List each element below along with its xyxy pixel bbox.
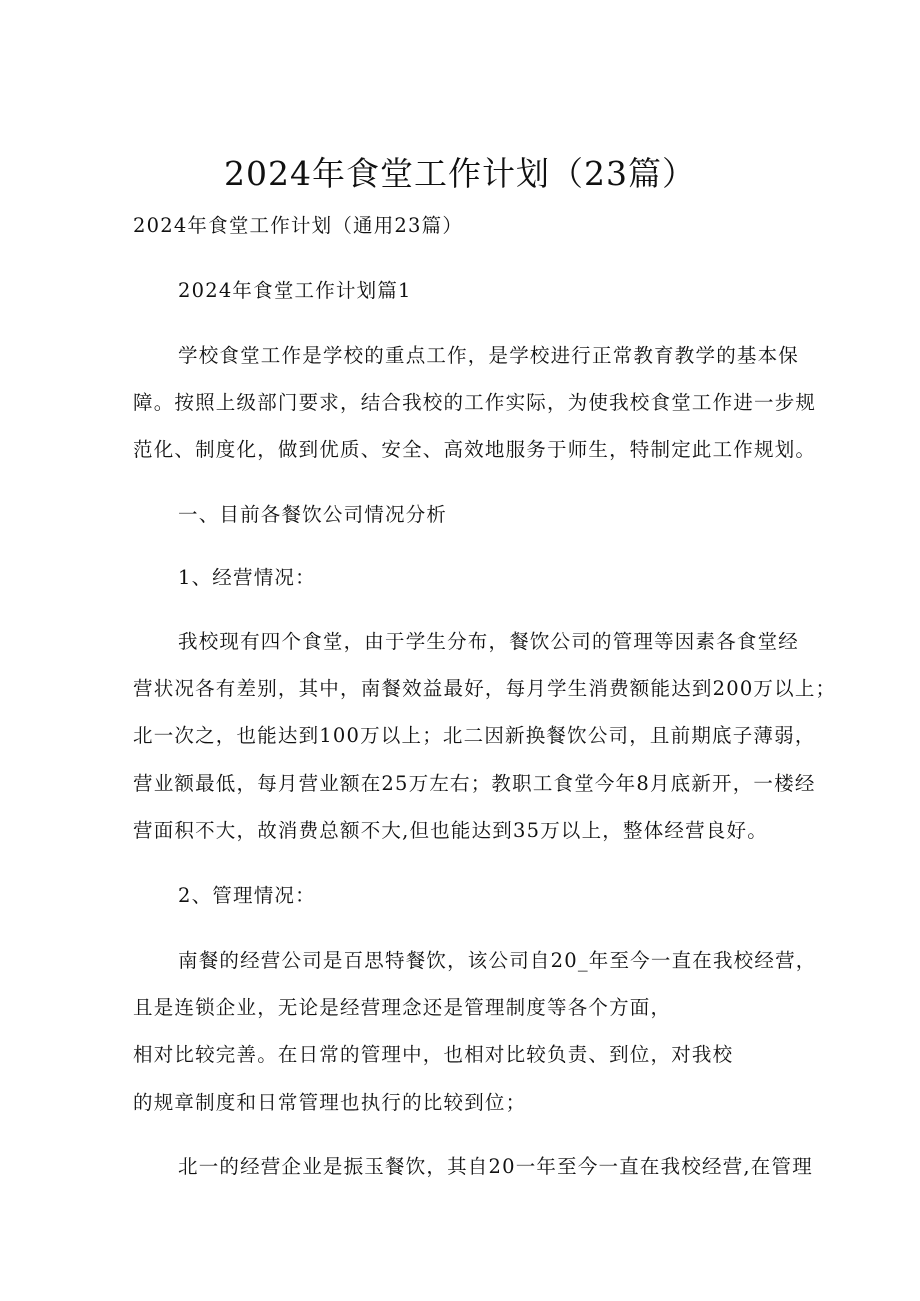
paragraph-line: 我校现有四个食堂，由于学生分布，餐饮公司的管理等因素各食堂经	[178, 630, 800, 653]
paragraph-line: 营业额最低，每月营业额在25万左右；教职工食堂今年8月底新开，一楼经	[133, 772, 816, 795]
paragraph-line: 障。按照上级部门要求，结合我校的工作实际，为使我校食堂工作进一步规	[133, 391, 817, 414]
heading-operations: 1、经营情况：	[178, 566, 316, 589]
paragraph-line: 学校食堂工作是学校的重点工作，是学校进行正常教育教学的基本保	[178, 344, 800, 367]
paragraph-line: 北一的经营企业是振玉餐饮，其自20一年至今一直在我校经营,在管理	[178, 1155, 813, 1178]
paragraph-line: 且是连锁企业，无论是经营理念还是管理制度等各个方面，	[133, 996, 672, 1019]
document-subtitle: 2024年食堂工作计划（通用23篇）	[133, 214, 464, 237]
paragraph-line: 范化、制度化，做到优质、安全、高效地服务于师生，特制定此工作规划。	[133, 438, 817, 461]
paragraph-line: 南餐的经营公司是百思特餐饮，该公司自20_年至今一直在我校经营，	[178, 949, 817, 972]
document-title: 2024年食堂工作计划（23篇）	[224, 154, 696, 193]
paragraph-line: 营面积不大，故消费总额不大,但也能达到35万以上，整体经营良好。	[133, 819, 768, 842]
paragraph-line: 的规章制度和日常管理也执行的比较到位；	[133, 1091, 527, 1114]
heading-management: 2、管理情况：	[178, 884, 316, 907]
heading-analysis: 一、目前各餐饮公司情况分析	[178, 503, 448, 526]
paragraph-line: 营状况各有差别，其中，南餐效益最好，每月学生消费额能达到200万以上；	[133, 677, 837, 700]
paragraph-line: 相对比较完善。在日常的管理中，也相对比较负责、到位，对我校	[133, 1043, 734, 1066]
section-heading: 2024年食堂工作计划篇1	[178, 279, 412, 302]
paragraph-line: 北一次之，也能达到100万以上；北二因新换餐饮公司，且前期底子薄弱，	[133, 724, 816, 747]
